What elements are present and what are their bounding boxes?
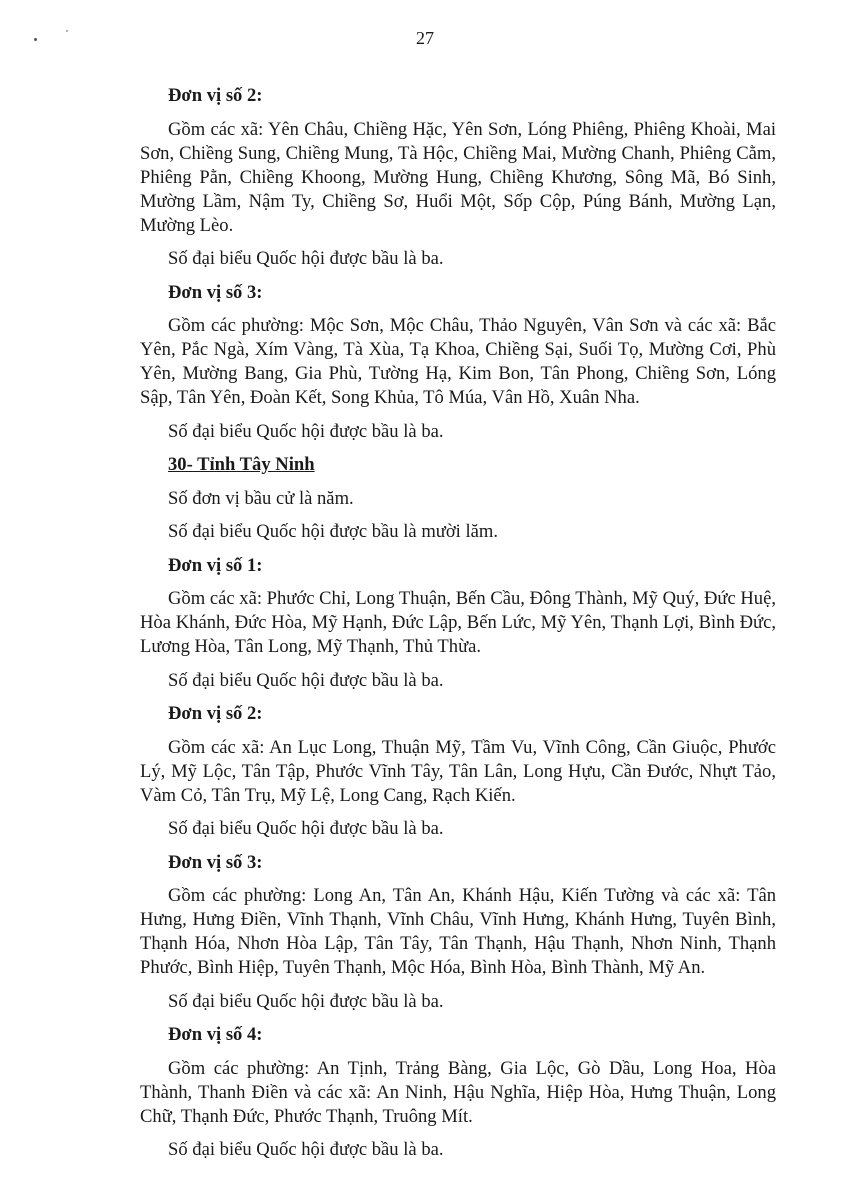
unit-communes: Gồm các xã: Yên Châu, Chiềng Hặc, Yên Sơn, Lóng Phiêng, Phiêng Khoài, Mai Sơn, Chiềng Sung, Chiềng Mung, Tà Hộc, Chiềng Mai, Mường Chanh, Phiêng Cằm, Phiêng Pằn, Chiềng Khoong, Mường Hung, Chiềng Khương, Sông Mã, Bó Sinh, Mường Lầm, Nậm Ty, Chiềng Sơ, Huổi Một, Sốp Cộp, Púng Bánh, Mường Lạn, Mường Lèo. [140,118,776,236]
unit-count: Số đơn vị bầu cử là năm. [168,487,354,509]
province-heading: 30- Tỉnh Tây Ninh [168,454,315,475]
delegate-count: Số đại biểu Quốc hội được bầu là ba. [168,248,444,269]
unit-heading: Đơn vị số 4: [168,1024,263,1045]
delegate-count: Số đại biểu Quốc hội được bầu là ba. [168,990,444,1012]
delegate-count: Số đại biểu Quốc hội được bầu là ba. [168,818,444,839]
unit-heading: Đơn vị số 2: [168,703,263,724]
unit-communes: Gồm các xã: Phước Chỉ, Long Thuận, Bến Cầu, Đông Thành, Mỹ Quý, Đức Huệ, Hòa Khánh, Đức Hòa, Mỹ Hạnh, Đức Lập, Bến Lức, Mỹ Yên, Thạnh Lợi, Bình Đức, Lương Hòa, Tân Long, Mỹ Thạnh, Thủ Thừa. [140,588,776,657]
unit-heading: Đơn vị số 3: [168,851,263,873]
delegate-count: Số đại biểu Quốc hội được bầu là ba. [168,1139,444,1160]
unit-communes: Gồm các phường: Mộc Sơn, Mộc Châu, Thảo Nguyên, Vân Sơn và các xã: Bắc Yên, Pắc Ngà, Xím Vàng, Tà Xùa, Tạ Khoa, Chiềng Sại, Suối Tọ, Mường Cơi, Phù Yên, Mường Bang, Gia Phù, Tường Hạ, Kim Bon, Tân Phong, Chiềng Sơn, Lóng Sập, Tân Yên, Đoàn Kết, Song Khủa, Tô Múa, Vân Hồ, Xuân Nha. [140,315,776,408]
province-delegate-count: Số đại biểu Quốc hội được bầu là mười lăm. [168,521,499,542]
delegate-count: Số đại biểu Quốc hội được bầu là ba. [168,420,444,442]
unit-heading: Đơn vị số 2: [168,85,263,106]
unit-communes: Gồm các phường: Long An, Tân An, Khánh Hậu, Kiến Tường và các xã: Tân Hưng, Hưng Điền, Vĩnh Thạnh, Vĩnh Châu, Vĩnh Hưng, Khánh Hưng, Tuyên Bình, Thạnh Hóa, Nhơn Hòa Lập, Tân Tây, Tân Thạnh, Hậu Thạnh, Nhơn Ninh, Thạnh Phước, Bình Hiệp, Tuyên Thạnh, Mộc Hóa, Bình Hòa, Bình Thành, Mỹ An. [140,885,776,978]
document-body [140,84,776,1172]
unit-heading: Đơn vị số 1: [168,554,263,576]
page-number: 27 [416,28,434,48]
unit-communes: Gồm các xã: An Lục Long, Thuận Mỹ, Tầm Vu, Vĩnh Công, Cần Giuộc, Phước Lý, Mỹ Lộc, Tân Tập, Phước Vĩnh Tây, Tân Lân, Long Hựu, Cần Đước, Nhựt Tảo, Vàm Cỏ, Tân Trụ, Mỹ Lệ, Long Cang, Rạch Kiến. [140,736,776,806]
unit-communes: Gồm các phường: An Tịnh, Trảng Bàng, Gia Lộc, Gò Dầu, Long Hoa, Hòa Thành, Thanh Điền và các xã: An Ninh, Hậu Nghĩa, Hiệp Hòa, Hưng Thuận, Long Chữ, Thạnh Đức, Phước Thạnh, Truông Mít. [140,1057,776,1127]
unit-heading: Đơn vị số 3: [168,281,263,303]
delegate-count: Số đại biểu Quốc hội được bầu là ba. [168,669,444,691]
